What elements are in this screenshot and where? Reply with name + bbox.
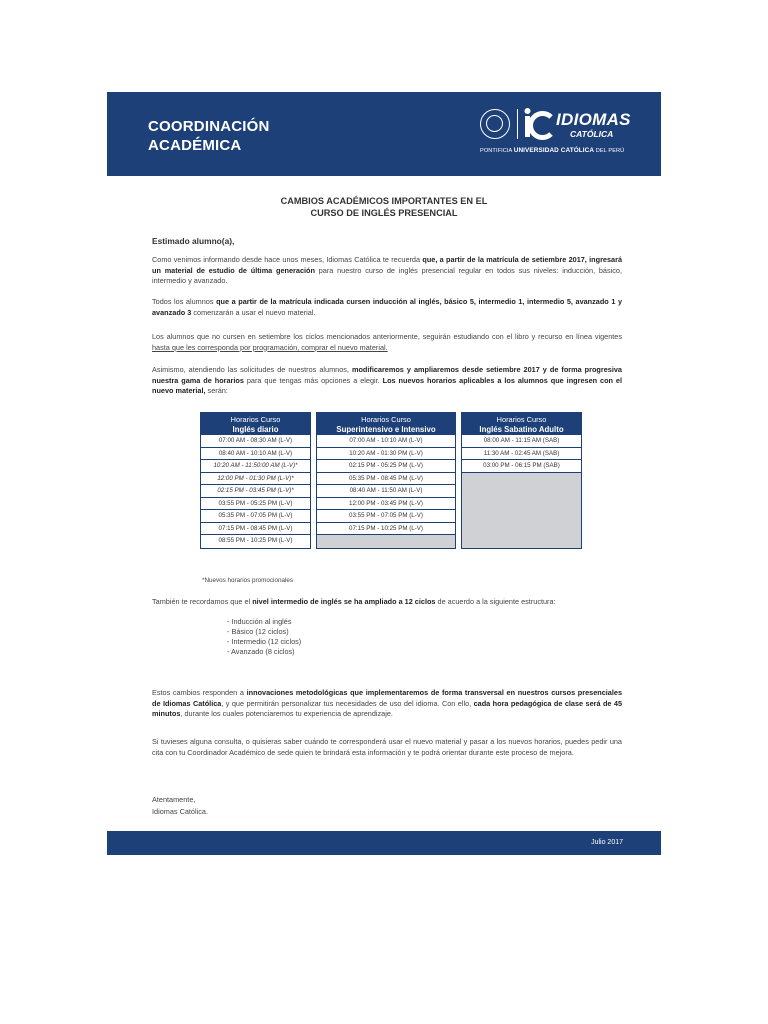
table-cell: 05:35 PM - 08:45 PM (L-V) (317, 473, 455, 486)
idiomas-catolica-logo (480, 109, 640, 157)
paragraph-6: Estos cambios responden a innovaciones metodológicas que implementaremos de forma transversal en nuestros cursos presenciales de Idiomas Católica, y que permitirán personalizar tus necesidades de uso del idioma. Con ello, cada hora pedagógica de clase será de 45 minutos, durante los cuales potenciaremos tu experiencia de aprendizaje. (152, 688, 623, 718)
header-title (148, 117, 270, 155)
empty-cell (317, 535, 455, 548)
table-cell: 07:15 PM - 08:45 PM (L-V) (201, 523, 310, 536)
list-item: - Intermedio (12 ciclos) (227, 637, 302, 646)
ic-monogram-icon (522, 107, 554, 141)
table-cell: 03:00 PM - 06:15 PM (SAB) (462, 460, 581, 473)
schedule-note: *Nuevos horarios promocionales (202, 577, 294, 584)
header-title-line1: COORDINACIÓN (148, 118, 270, 135)
table-cell: 03:55 PM - 07:05 PM (L-V) (317, 510, 455, 523)
list-item: - Avanzado (8 ciclos) (227, 647, 295, 656)
table-cell: 07:00 AM - 08:30 AM (L-V) (201, 435, 310, 448)
table-cell: 12:00 PM - 03:45 PM (L-V) (317, 498, 455, 511)
column-header: Horarios Curso Inglés diario (201, 413, 310, 435)
document-page (107, 92, 661, 855)
column-header: Horarios Curso Superintensivo e Intensivo (317, 413, 455, 435)
table-cell: 08:40 AM - 10:10 AM (L-V) (201, 448, 310, 461)
paragraph-7: Si tuvieses alguna consulta, o quisieras saber cuándo te corresponderá usar el nuevo material y pasar a los nuevos horarios, puedes pedir una cita con tu Coordinador Académico de sede quien te brindará esta información y te podrá orientar durante este proceso de mejora. (152, 737, 622, 757)
list-item: - Inducción al inglés (227, 617, 292, 626)
header-title-line2: ACADÉMICA (148, 137, 242, 154)
table-cell: 07:00 AM - 10:10 AM (L-V) (317, 435, 455, 448)
schedule-column-saturday (461, 412, 582, 549)
table-cell: 05:35 PM - 07:05 PM (L-V) (201, 510, 310, 523)
logo-divider (517, 109, 518, 139)
paragraph-3: Los alumnos que no cursen en setiembre los ciclos mencionados anteriormente, seguirán estudiando con el libro y recurso en línea vigentes hasta que les corresponda por programación, comprar el nuevo material. (152, 332, 622, 352)
table-cell: 07:15 PM - 10:25 PM (L-V) (317, 523, 455, 536)
paragraph-4: Asimismo, atendiendo las solicitudes de nuestros alumnos, modificaremos y ampliaremos desde setiembre 2017 y de forma progresiva nuestra gama de horarios para que tengas más opciones a elegir. Los nuevos horarios aplicables a los alumnos que ingresen con el nuevo material, serán: (152, 365, 623, 395)
table-cell: 08:00 AM - 11:15 AM (SAB) (462, 435, 581, 448)
paragraph-1: Como venimos informando desde hace unos meses, Idiomas Católica te recuerda que, a partir de la matrícula de setiembre 2017, ingresará un material de estudio de última generación para nuestro curso de inglés presencial regular en todos sus niveles: inducción, básico, intermedio y avanzado. (152, 255, 622, 285)
paragraph-2: Todos los alumnos que a partir de la matrícula indicada cursen inducción al inglés, básico 5, intermedio 1, intermedio 5, avanzado 1 y avanzado 3 comenzarán a usar el nuevo material. (152, 297, 623, 317)
empty-cell (462, 473, 581, 548)
table-cell: 02:15 PM - 05:25 PM (L-V) (317, 460, 455, 473)
logo-sub: CATÓLICA (570, 129, 614, 139)
paragraph-5: También te recordamos que el nivel intermedio de inglés se ha ampliado a 12 ciclos de acuerdo a la siguiente estructura: (152, 597, 556, 606)
column-header: Horarios Curso Inglés Sabatino Adulto (462, 413, 581, 435)
list-item: - Básico (12 ciclos) (227, 627, 289, 636)
table-cell: 10:20 AM - 01:30 PM (L-V) (317, 448, 455, 461)
table-cell: 02:15 PM - 03:45 PM (L-V)* (201, 485, 310, 498)
logo-brand: IDIOMAS (556, 110, 631, 129)
logo-university: PONTIFICIA UNIVERSIDAD CATÓLICA DEL PERÚ (480, 147, 625, 154)
table-cell: 12:00 PM - 01:30 PM (L-V)* (201, 473, 310, 486)
footer-date: Julio 2017 (591, 839, 623, 846)
footer-banner (107, 831, 661, 855)
table-cell: 11:30 AM - 02:45 AM (SAB) (462, 448, 581, 461)
schedule-column-intensive (316, 412, 456, 549)
table-cell: 10:20 AM - 11:50:00 AM (L-V)* (201, 460, 310, 473)
table-cell: 08:55 PM - 10:25 PM (L-V) (218, 537, 293, 544)
signoff: Atentamente, Idiomas Católica. (152, 795, 208, 816)
header-banner (107, 92, 661, 176)
schedule-column-daily (200, 412, 311, 549)
table-cell: 03:55 PM - 05:25 PM (L-V) (201, 498, 310, 511)
document-title: CAMBIOS ACADÉMICOS IMPORTANTES EN EL CURSO DE INGLÉS PRESENCIAL (280, 196, 488, 218)
greeting: Estimado alumno(a), (152, 236, 235, 246)
table-cell: 08:40 AM - 11:50 AM (L-V) (317, 485, 455, 498)
levels-list (227, 617, 301, 657)
university-seal-icon (480, 109, 510, 139)
